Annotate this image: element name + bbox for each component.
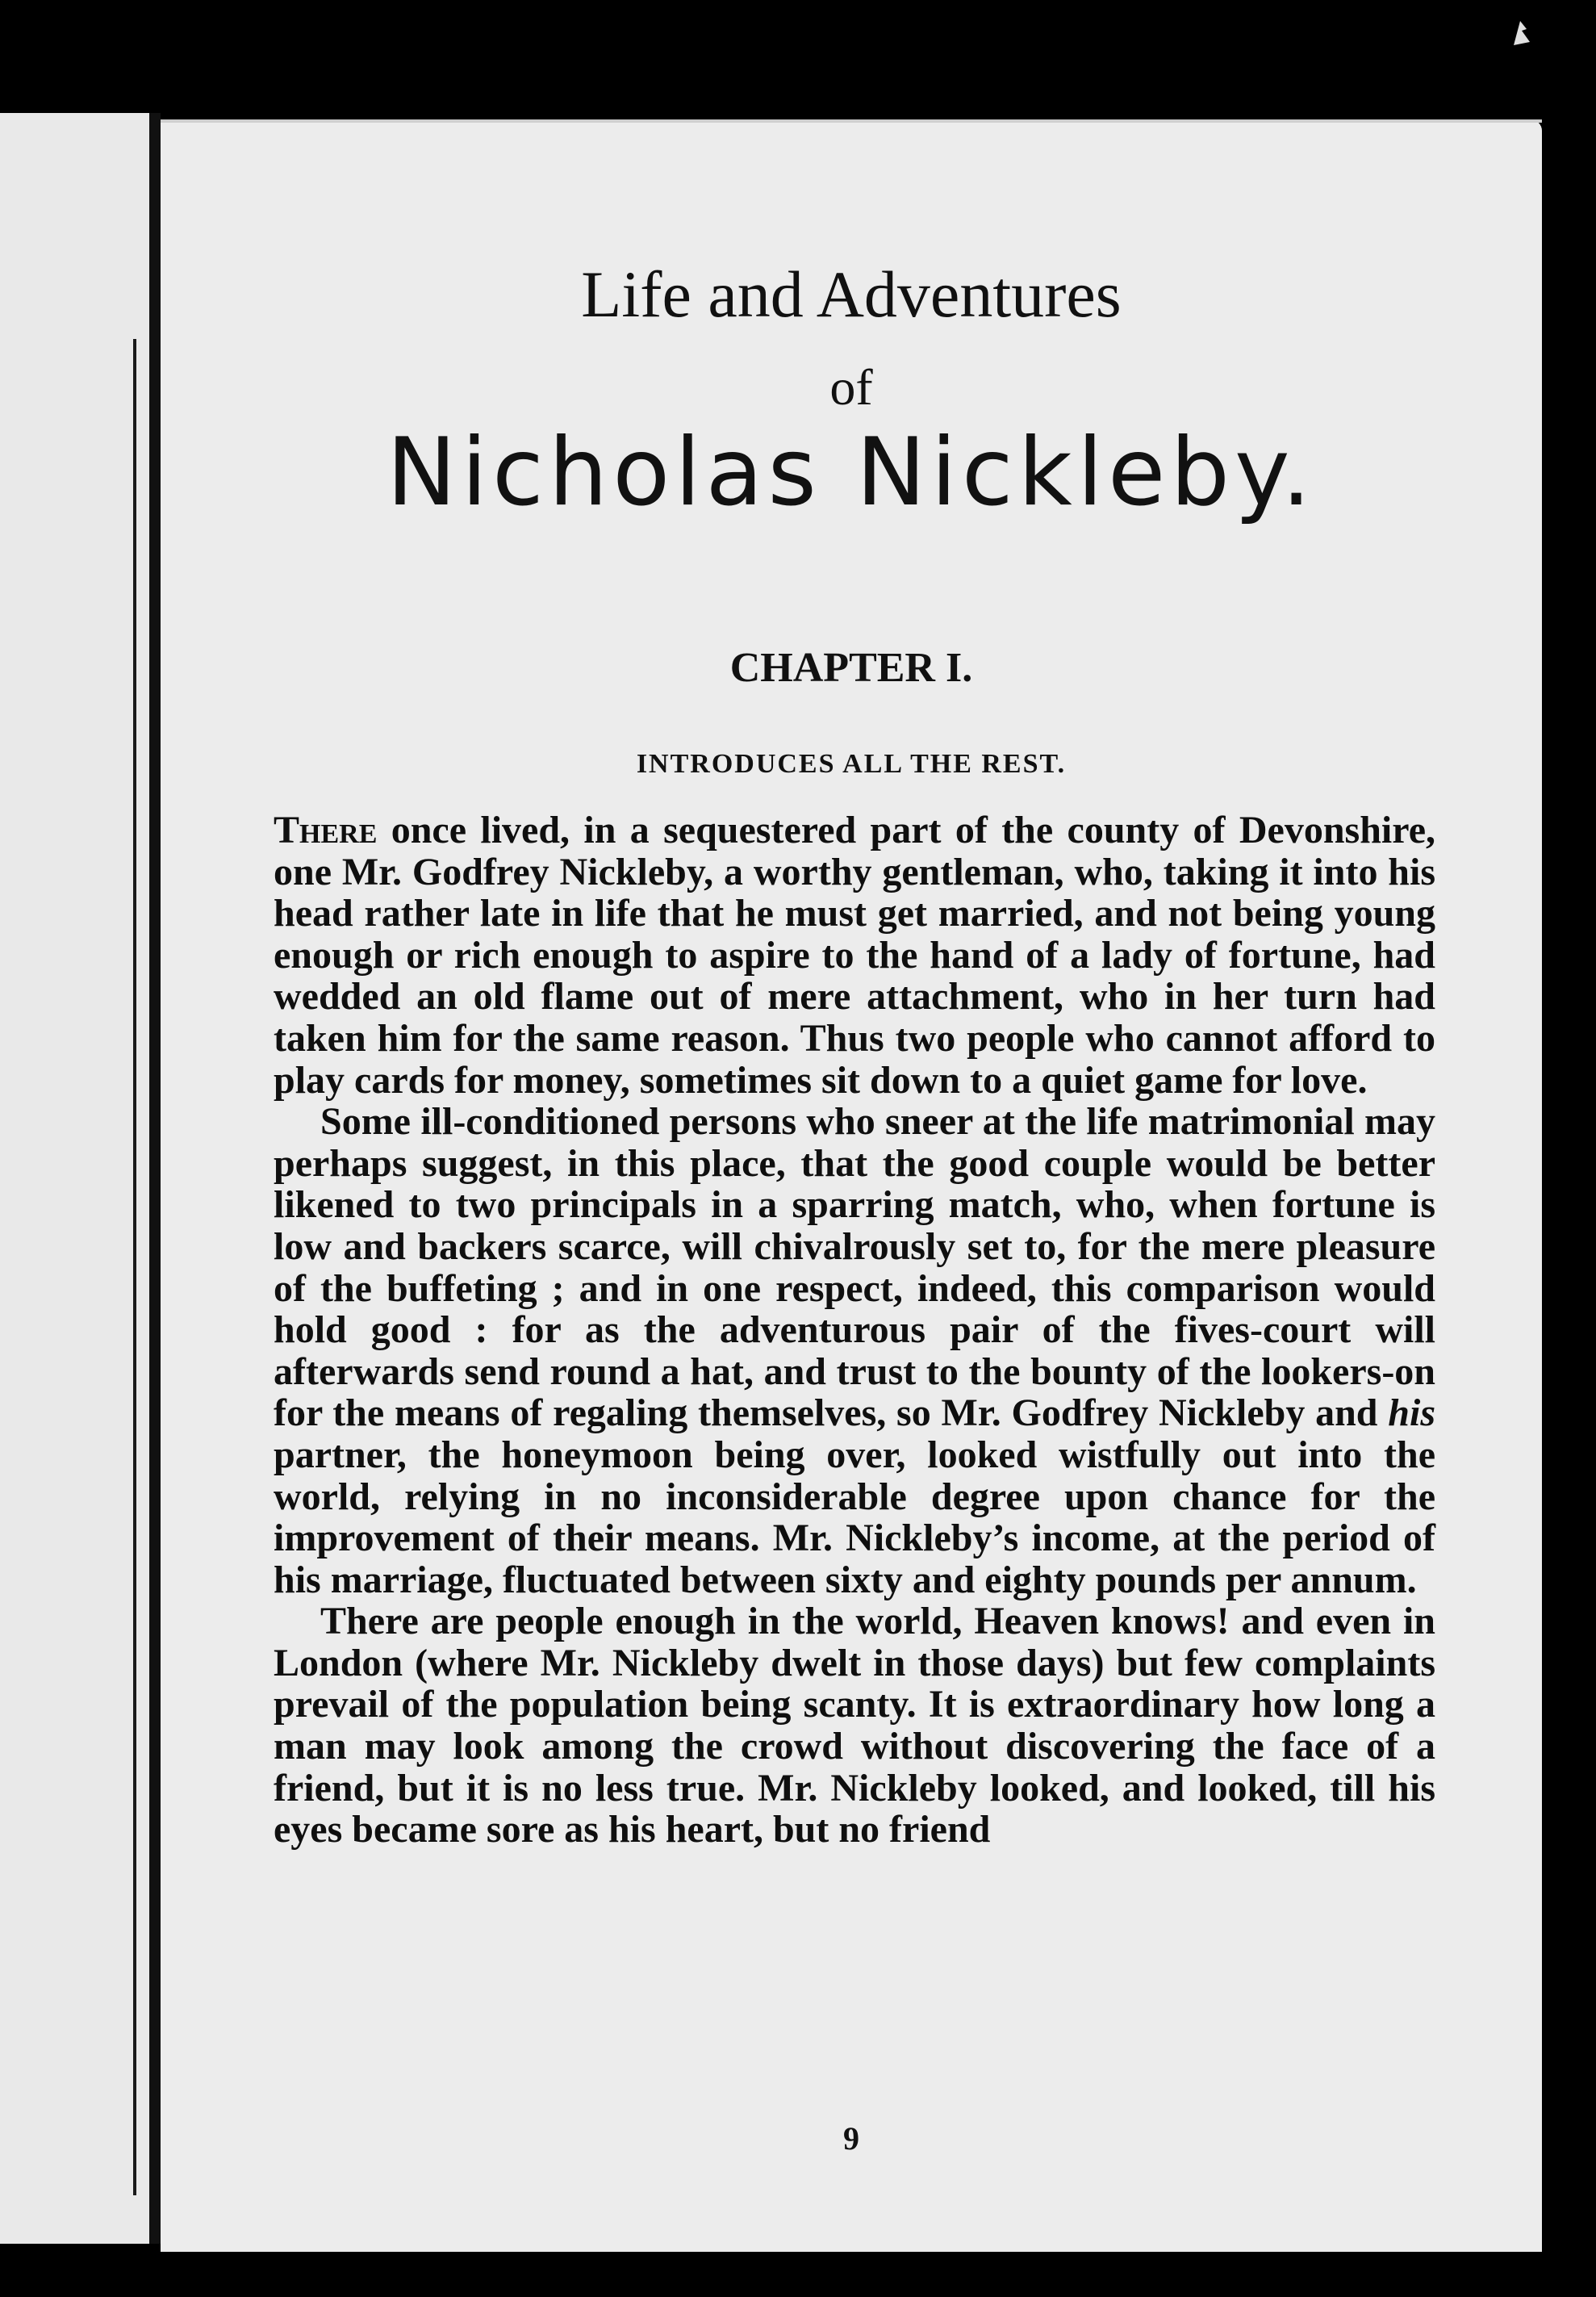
paragraph-2-text-a: Some ill-conditioned persons who sneer at the life matrimonial may perhaps suggest, in this place, that the good couple would be better likened to two principals in a sparring match, who, when fortune is low and backers scarce, will chivalrously set to, for the mere pleasure of the buffeting ; and in one respect, indeed, this comparison would hold good : for as the adventurous pair of the fives-court will afterwards send round a hat, and trust to the bounty of the lookers-on for the means of regaling themselves, so Mr. Godfrey Nickleby and <box>274 1100 1435 1435</box>
book-page <box>161 119 1542 2252</box>
chapter-subtitle: INTRODUCES ALL THE REST. <box>636 749 1067 779</box>
chapter-body <box>274 810 1435 1851</box>
facing-page-edge <box>0 113 149 2244</box>
paragraph-2 <box>274 1101 1435 1600</box>
paragraph-1-lead-word: There <box>274 809 378 851</box>
paragraph-2-text-b: partner, the honeymoon being over, looked wistfully out into the world, relying in no inconsiderable degree upon chance for the improvement of their means. Mr. Nickleby’s income, at the period of his marriage, fluctuated between sixty and eighty pounds per annum. <box>274 1433 1435 1601</box>
book-gutter <box>149 113 161 2244</box>
paragraph-1-text: once lived, in a sequestered part of the county of Devonshire, one Mr. Godfrey Nickleby, a worthy gentleman, who, taking it into his head rather late in life that he must get married, and not being young enough or rich enough to aspire to the hand of a lady of fortune, had wedded an old flame out of mere attachment, who in her turn had taken him for the same reason. Thus two people who cannot afford to play cards for money, sometimes sit down to a quiet game for love. <box>274 809 1435 1102</box>
page-top-edge <box>161 119 1542 123</box>
paragraph-3: There are people enough in the world, Heaven knows! and even in London (where Mr. Nickleby dwelt in those days) but few complaints prevail of the population being scanty. It is extraordinary how long a man may look among the crowd without discovering the face of a friend, but it is no less true. Mr. Nickleby looked, and looked, till his eyes became sore as his heart, but no friend <box>274 1600 1435 1851</box>
paragraph-2-emphasis: his <box>1388 1391 1435 1435</box>
chapter-heading: CHAPTER I. <box>729 645 973 691</box>
book-title-line-1: Life and Adventures <box>581 257 1122 331</box>
book-title-line-3: Nicholas Nickleby. <box>386 418 1317 527</box>
paragraph-1 <box>274 810 1435 1101</box>
corner-mark-icon <box>1510 18 1531 47</box>
book-title-line-2: of <box>829 358 873 416</box>
page-number: 9 <box>843 2120 859 2157</box>
facing-page-border-line <box>133 339 136 2195</box>
